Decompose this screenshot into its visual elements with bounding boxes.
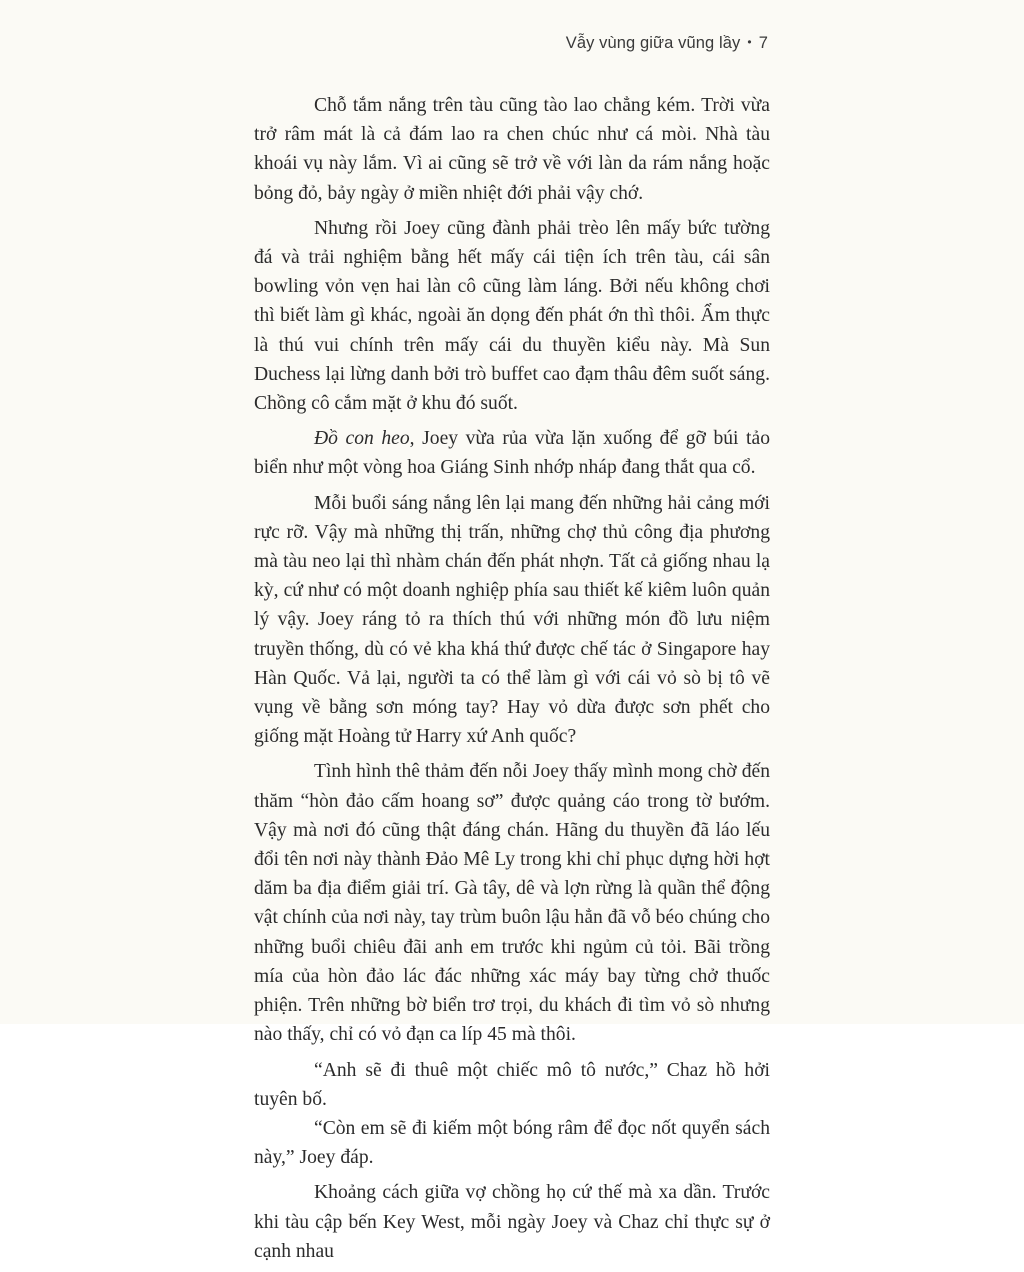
paragraph [254,424,770,482]
page-number: 7 [758,34,768,52]
paragraph-rest: , Joey vừa rủa vừa lặn xuống để gỡ búi tảo biển như một vòng hoa Giáng Sinh nhớp nháp đang thắt qua cổ. [254,428,770,479]
paragraph: Khoảng cách giữa vợ chồng họ cứ thế mà xa dần. Trước khi tàu cập bến Key West, mỗi ngày Joey và Chaz chỉ thực sự ở cạnh nhau [254,1182,770,1262]
dialogue-line: “Còn em sẽ đi kiếm một bóng râm để đọc nốt quyển sách này,” Joey đáp. [254,1117,770,1169]
paragraph: Nhưng rồi Joey cũng đành phải trèo lên mấy bức tường đá và trải nghiệm bằng hết mấy cái tiện ích trên tàu, cái sân bowling vỏn vẹn hai làn cô cũng làm láng. Bởi nếu không chơi thì biết làm gì khác, ngoài ăn dọng đến phát ớn thì thôi. Ẩm thực là thú vui chính trên mấy cái du thuyền kiểu này. Mà Sun Duchess lại lừng danh bởi trò buffet cao đạm thâu đêm suốt sáng. Chồng cô cắm mặt ở khu đó suốt. [254,217,770,415]
italic-phrase: Đồ con heo [314,428,410,450]
body-text [254,91,770,1272]
paragraph: Mỗi buổi sáng nắng lên lại mang đến những hải cảng mới rực rỡ. Vậy mà những thị trấn, những chợ thủ công địa phương mà tàu neo lại thì nhàm chán đến phát nhợn. Tất cả giống nhau lạ kỳ, cứ như có một doanh nghiệp phía sau thiết kế kiêm luôn quản lý vậy. Joey ráng tỏ ra thích thú với những món đồ lưu niệm truyền thống, dù có vẻ kha khá thứ được chế tác ở Singapore hay Hàn Quốc. Vả lại, người ta có thể làm gì với cái vỏ sò bị tô vẽ vụng về bằng sơn móng tay? Hay vỏ dừa được sơn phết cho giống mặt Hoàng tử Harry xứ Anh quốc? [254,492,770,748]
paragraph: Tình hình thê thảm đến nỗi Joey thấy mình mong chờ đến thăm “hòn đảo cấm hoang sơ” được quảng cáo trong tờ bướm. Vậy mà nơi đó cũng thật đáng chán. Hãng du thuyền đã láo lếu đổi tên nơi này thành Đảo Mê Ly trong khi chỉ phục dựng hời hợt dăm ba địa điểm giải trí. Gà tây, dê và lợn rừng là quần thể động vật chính của nơi này, tay trùm buôn lậu hẳn đã vỗ béo chúng cho những buổi chiêu đãi anh em trước khi ngủm củ tỏi. Bãi trồng mía của hòn đảo lác đác những xác máy bay từng chở thuốc phiện. Trên những bờ biển trơ trọi, du khách đi tìm vỏ sò nhưng nào thấy, chỉ có vỏ đạn ca líp 45 mà thôi. [254,761,770,1046]
header-separator: • [747,35,752,49]
running-header [566,34,768,53]
dialogue-line: “Anh sẽ đi thuê một chiếc mô tô nước,” Chaz hồ hởi tuyên bố. [254,1059,770,1110]
paragraph: Chỗ tắm nắng trên tàu cũng tào lao chẳng kém. Trời vừa trở râm mát là cả đám lao ra chen chúc như cá mòi. Nhà tàu khoái vụ này lắm. Vì ai cũng sẽ trở về với làn da rám nắng hoặc bỏng đỏ, bảy ngày ở miền nhiệt đới phải vậy chớ. [254,95,770,204]
chapter-title: Vẫy vùng giữa vũng lầy [565,34,741,52]
